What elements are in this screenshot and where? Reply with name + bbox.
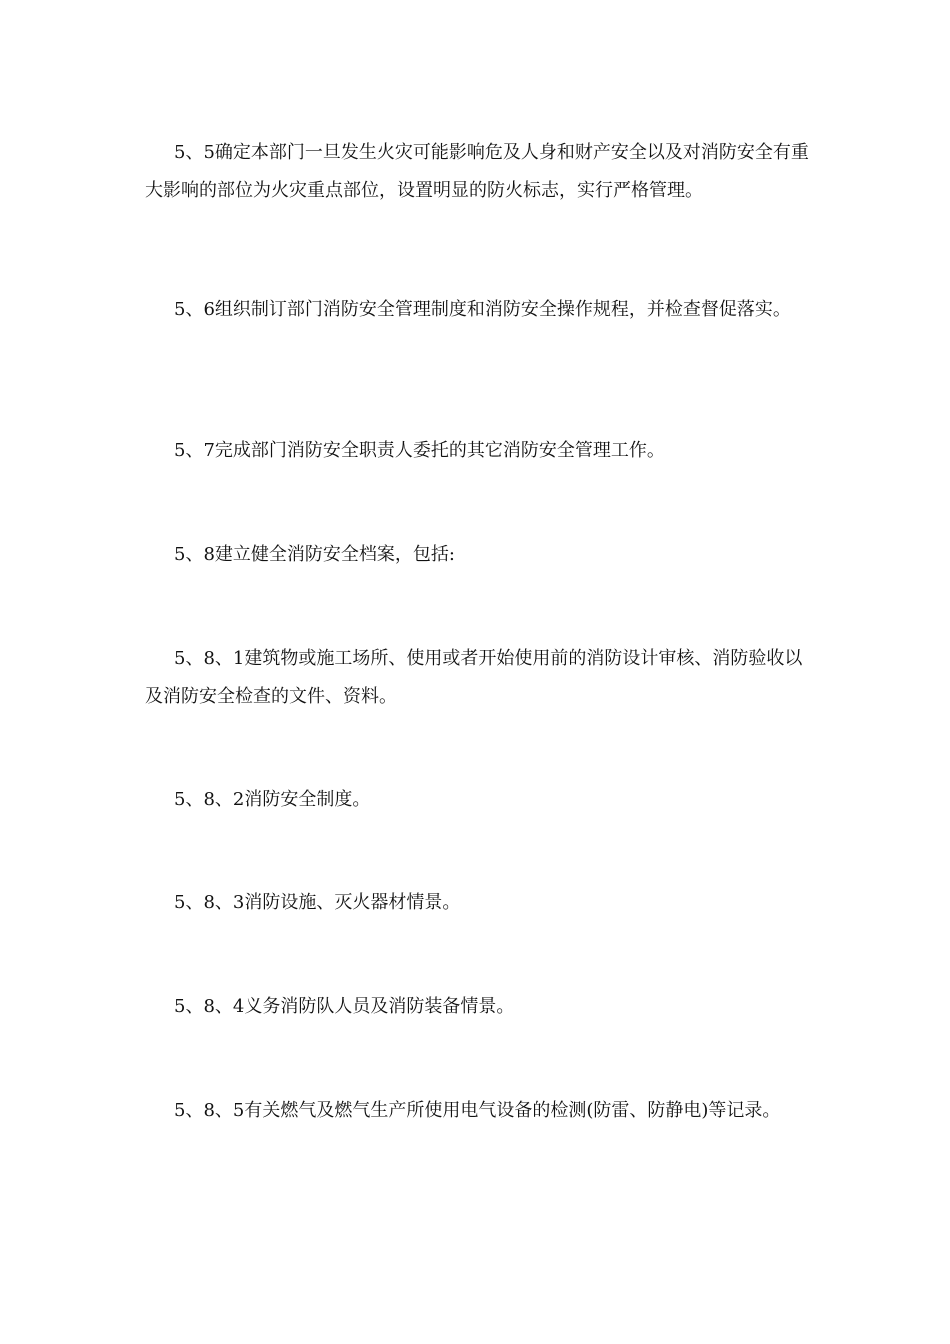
paragraph-5-8-1: 5、8、1建筑物或施工场所、使用或者开始使用前的消防设计审核、消防验收以及消防安全检查的文件、资料。 bbox=[145, 648, 803, 707]
paragraph-5-8: 5、8建立健全消防安全档案，包括: bbox=[174, 544, 455, 565]
paragraph-5-8-3: 5、8、3消防设施、灭火器材情景。 bbox=[174, 892, 461, 913]
paragraph-5-7: 5、7完成部门消防安全职责人委托的其它消防安全管理工作。 bbox=[174, 440, 665, 461]
paragraph-5-8-5: 5、8、5有关燃气及燃气生产所使用电气设备的检测(防雷、防静电)等记录。 bbox=[174, 1100, 781, 1121]
paragraph-5-6: 5、6组织制订部门消防安全管理制度和消防安全操作规程，并检查督促落实。 bbox=[174, 299, 791, 320]
paragraph-5-5: 5、5确定本部门一旦发生火灾可能影响危及人身和财产安全以及对消防安全有重大影响的部位为火灾重点部位，设置明显的防火标志，实行严格管理。 bbox=[145, 142, 809, 201]
paragraph-5-8-4: 5、8、4义务消防队人员及消防装备情景。 bbox=[174, 996, 515, 1017]
paragraph-5-8-2: 5、8、2消防安全制度。 bbox=[174, 789, 371, 810]
